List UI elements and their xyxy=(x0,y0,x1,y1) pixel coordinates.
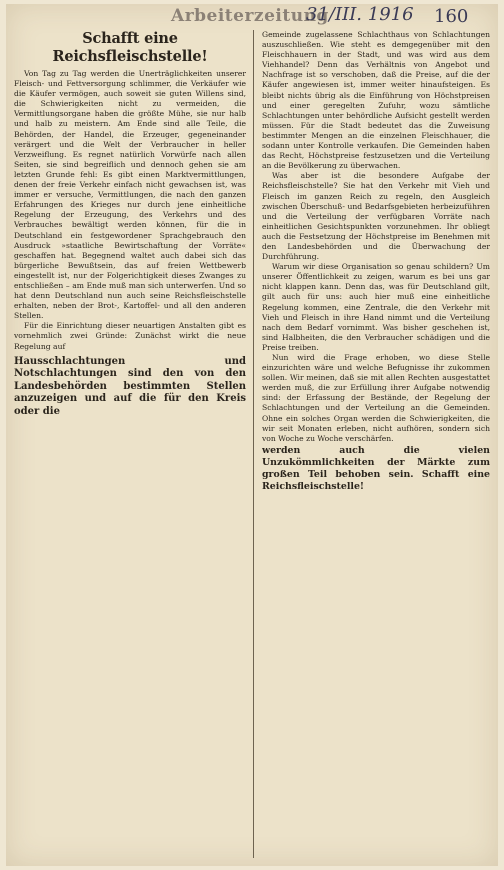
right-column xyxy=(262,30,490,860)
right-paragraph-4: Nun wird die Frage erhoben, wo diese Stelle einzurichten wäre und welche Befugnisse ihr zukommen sollen. Wir meinen, daß sie mit allen Rechten ausgestattet werden muß, die zur Erfüllung ihrer Aufgabe notwendig sind: der Erfassung der Bestände, der Regelung der Schlachtungen und der Verteilung an die Gemeinden. Ohne ein solches Organ werden die Schwierigkeiten, die wir seit Monaten erleben, nicht aufhören, sondern sich von Woche zu Woche verschärfen. xyxy=(262,353,490,443)
right-paragraph-1: Gemeinde zugelassene Schlachthaus von Schlachtungen auszuschließen. Wie steht es demgegenüber mit den Fleischhauern in der Stadt, und was wird aus dem Viehhandel? Denn das Verhältnis von Angebot und Nachfrage ist so verschoben, daß die Preise, auf die der Käufer angewiesen ist, immer weiter hinaufsteigen. Es bleibt nichts übrig als die Einführung von Höchstpreisen und einer geregelten Zufuhr, wozu sämtliche Schlachtungen unter behördliche Aufsicht gestellt werden müssen. Für die Stadt bedeutet das die Zuweisung bestimmter Mengen an die einzelnen Fleischhauer, die sodann unter Kontrolle verkaufen. Die Gemeinden haben das Recht, Höchstpreise festzusetzen und die Verteilung an die Bevölkerung zu überwachen. xyxy=(262,30,490,171)
page-number: 160 xyxy=(434,6,469,27)
right-paragraph-2: Was aber ist die besondere Aufgabe der Reichsfleischstelle? Sie hat den Verkehr mit Vieh und Fleisch im ganzen Reich zu regeln, den Ausgleich zwischen Überschuß- und Bedarfsgebieten herbeizuführen und die Verteilung der verfügbaren Vorräte nach einheitlichen Gesichtspunkten vorzunehmen. Ihr obliegt auch die Festsetzung der Höchstpreise im Benehmen mit den Landesbehörden und die Überwachung der Durchführung. xyxy=(262,171,490,262)
right-paragraph-3: Warum wir diese Organisation so genau schildern? Um unserer Öffentlichkeit zu zeigen, warum es bei uns gar nicht klappen kann. Denn das, was für Deutschland gilt, gilt auch für uns: auch hier muß eine einheitliche Regelung kommen, eine Zentrale, die den Verkehr mit Vieh und Fleisch in ihre Hand nimmt und die Verteilung nach dem Bedarf vornimmt. Was bisher geschehen ist, sind Halbheiten, die den Verbraucher schädigen und die Preise treiben. xyxy=(262,262,490,352)
newspaper-clipping xyxy=(6,4,498,866)
left-paragraph-1: Von Tag zu Tag werden die Unerträglichkeiten unserer Fleisch- und Fettversorgung schlimmer, die Verkäufer wie die Käufer vermögen, auch soweit sie guten Willens sind, die Schwierigkeiten nicht zu vermeiden, die Vermittlungsorgane haben die größte Mühe, sie nur halb und halb zu meistern. Am Ende sind alle Teile, die Behörden, der Handel, die Erzeuger, gegeneinander verärgert und die Welt der Verbraucher in heller Verzweiflung. Es regnet natürlich Vorwürfe nach allen Seiten, sie sind begreiflich und dennoch gehen sie am letzten Grunde fehl: Es gibt einen Marktvermittlungen, denen der freie Verkehr einfach nicht gewachsen ist, was immer er versuche, Vermittlungen, die nach den ganzen Erfahrungen des Krieges nur durch jene einheitliche Regelung der Erzeugung, des Verkehrs und des Verbrauches bewältigt werden können, für die in Deutschland ein festgewordener Sprachgebrauch den Ausdruck »staatliche Bewirtschaftung der Vorräte« geschaffen hat. Begegnend waltet auch dabei sich das bürgerliche Bewußtsein, das auf freien Wettbewerb eingestellt ist, nur der Folgerichtigkeit dieses Zwanges zu entschließen – am Ende muß man sich unterwerfen. Und so hat denn Deutschland nun auch seine Reichsfleischstelle erhalten, neben der Brot-, Kartoffel- und all den anderen Stellen. xyxy=(14,69,246,321)
left-column xyxy=(14,30,246,860)
newspaper-stamp: Arbeiterzeitung xyxy=(171,6,329,26)
left-subhead: Hausschlachtungen und Notschlachtungen sind den von den Landesbehörden bestimmten Stellen anzuzeigen und auf die für den Kreis oder die xyxy=(14,355,246,417)
handwritten-date: 31/III. 1916 xyxy=(306,4,414,25)
article-headline: Schafft eine Reichsfleischstelle! xyxy=(52,30,208,65)
closing-line: werden auch die vielen Unzukömmlichkeiten der Märkte zum großen Teil behoben sein. Schafft eine Reichsfleischstelle! xyxy=(262,444,490,492)
clipping-header xyxy=(6,4,498,30)
column-divider xyxy=(253,30,254,858)
left-paragraph-2: Für die Einrichtung dieser neuartigen Anstalten gibt es vornehmlich zwei Gründe: Zunächst wirkt die neue Regelung auf xyxy=(14,321,246,351)
